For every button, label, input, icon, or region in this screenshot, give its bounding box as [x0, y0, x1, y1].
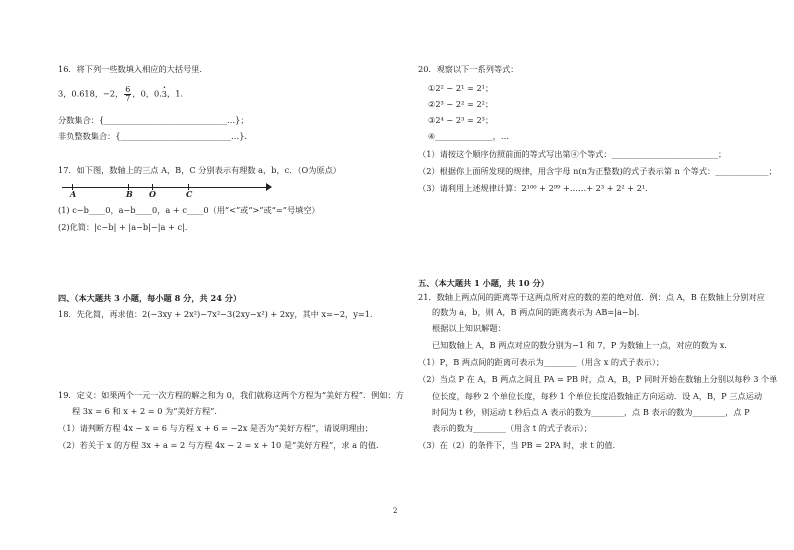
page-number: 2 [393, 507, 398, 515]
q19-line3: （1）请判断方程 4x − x = 6 与方程 x + 6 = −2x 是否为“美好方程”，请说明理由； [58, 423, 373, 433]
q20-eq2: ②2³ − 2² = 2²； [428, 99, 494, 109]
q16-numbers [58, 86, 189, 103]
q16-nums-c: ，1． [167, 88, 189, 99]
q20-part3: （3）请利用上述规律计算：2¹⁰⁰ + 2⁹⁹ +……+ 2³ + 2² + 2¹． [418, 183, 654, 193]
repeating-digit: 3 · [162, 89, 167, 100]
frac-denominator: 7 [125, 94, 131, 103]
label-a: A [70, 189, 77, 199]
fraction-six-sevenths [124, 86, 131, 103]
nonneg-int-set-line: 非负整数集合：{___________________________…}． [58, 131, 253, 141]
section-4-heading: 四、（本大题共 3 小题，每小题 8 分，共 24 分） [58, 293, 242, 303]
q21-line6: （2）当点 P 在 A，B 两点之间且 PA = PB 时，点 A，B，P 同时开始在数轴上分别以每秒 3 个单 [418, 374, 778, 384]
q21-line10: （3）在（2）的条件下，当 PB = 2PA 时，求 t 的值． [418, 440, 621, 450]
q17-title: 17．如下图，数轴上的三点 A，B，C 分别表示有理数 a，b，c．（O为原点） [58, 165, 341, 175]
label-b: B [126, 189, 133, 199]
q16-title: 16．将下列一些数填入相应的大括号里． [58, 64, 208, 74]
section-5-heading: 五、（本大题共 1 小题，共 10 分） [418, 278, 549, 288]
q16-nums-b: ，0， [132, 88, 154, 99]
q21-line7: 位长度，每秒 2 个单位长度，每秒 1 个单位长度沿数轴正方向运动．设 A，B，P 三点运动 [432, 391, 763, 401]
q17-part2: (2)化简：|c−b| + |a−b|−|a + c|． [58, 222, 194, 232]
q20-eq4: ④______________，… [428, 131, 510, 141]
q20-eq1: ①2² − 2¹ = 2¹； [428, 83, 494, 93]
label-c: C [186, 189, 193, 199]
q19-line4: （2）若关于 x 的方程 3x + a = 2 与方程 4x − 2 = x + 10 是“美好方程”，求 a 的值． [58, 440, 385, 450]
q21-line2: 的数为 a，b，则 A，B 两点间的距离表示为 AB=|a−b|． [432, 307, 645, 317]
q18: 18．先化简，再求值：2(−3xy + 2x²)−7x²−3(2xy−x²) + 2xy，其中 x=−2，y=1． [58, 309, 379, 319]
label-o: O [149, 189, 156, 199]
q20-eq3: ③2⁴ − 2³ = 2³； [428, 115, 494, 125]
fraction-set-line: 分数集合：{______________________________…}； [58, 115, 249, 125]
q20-title: 20．观察以下一系列等式： [418, 64, 519, 74]
q19-line1: 19．定义：如果两个一元一次方程的解之和为 0，我们就称这两个方程为“美好方程”．例如：方 [58, 390, 404, 400]
repeating-decimal-int: 0. [153, 88, 162, 99]
arrow-right-icon [266, 183, 272, 191]
q17-part1: (1) c−b____0，a−b____0，a + c____0（用“<”或“>”或“=”号填空） [58, 205, 320, 215]
q21-line9: 表示的数为________（用含 t 的式子表示）； [432, 423, 592, 433]
q21-line8: 时间为 t 秒，则运动 t 秒后点 A 表示的数为________，点 B 表示的数为________，点 P [432, 407, 750, 417]
q21-line4: 已知数轴上 A，B 两点对应的数分别为−1 和 7，P 为数轴上一点，对应的数为 x． [432, 340, 733, 350]
q21-line3: 根据以上知识解题： [432, 323, 506, 333]
q19-line2: 程 3x = 6 和 x + 2 = 0 为“美好方程”． [72, 406, 223, 416]
number-line [62, 181, 270, 201]
q21-line1: 21．数轴上两点间的距离等于这两点所对应的数的差的绝对值．例：点 A，B 在数轴上分别对应 [418, 292, 765, 302]
q21-line5: （1）P，B 两点间的距离可表示为________（用含 x 的式子表示）； [418, 357, 665, 367]
q20-part1: （1）请按这个顺序仿照前面的等式写出第④个等式：__________________________； [418, 149, 727, 159]
frac-numerator: 6 [125, 85, 131, 94]
q16-nums-a: 3，0.618，−2， [58, 88, 124, 99]
q20-part2: （2）根据你上面所发现的规律，用含字母 n(n为正整数)的式子表示第 n 个等式：_____________； [418, 166, 777, 176]
number-line-axis [62, 187, 270, 188]
